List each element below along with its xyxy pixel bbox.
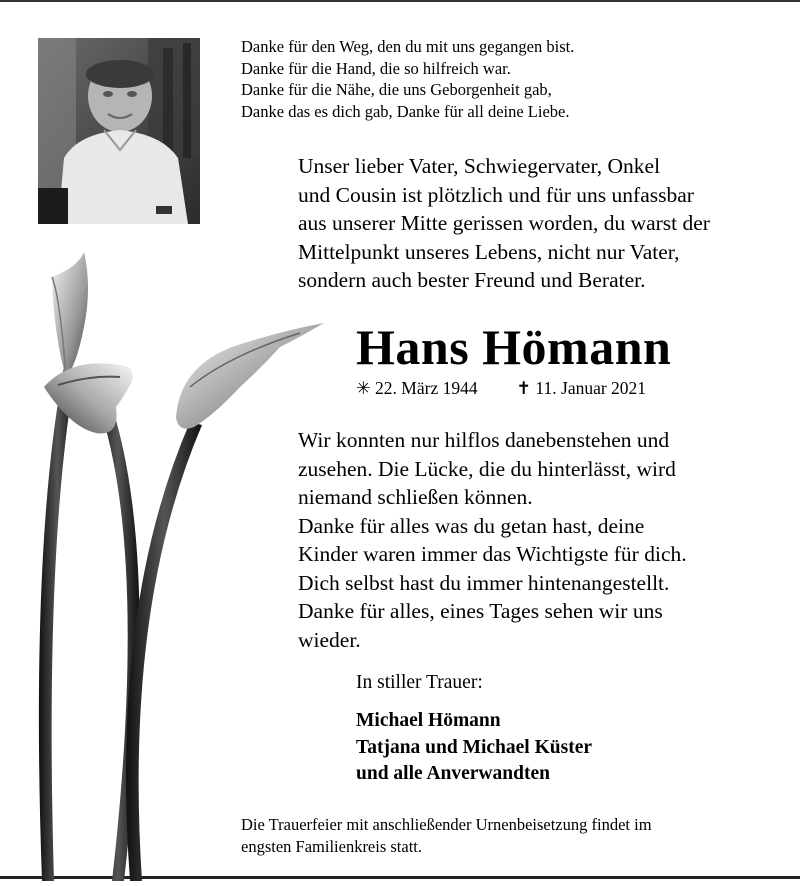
intro-line: und Cousin ist plötzlich und für uns unfassbar (298, 182, 694, 207)
body-line: zusehen. Die Lücke, die du hinterlässt, wird (298, 456, 676, 481)
mourning-label: In stiller Trauer: (356, 672, 483, 693)
intro-line: aus unserer Mitte gerissen worden, du warst der (298, 211, 710, 235)
poem-line: Danke für den Weg, den du mit uns gegangen bist. (241, 37, 575, 56)
body-line: Danke für alles, eines Tages sehen wir uns (298, 599, 663, 623)
death-cross-icon: ✝ (516, 378, 532, 398)
life-dates (356, 377, 646, 399)
body-line: Danke für alles was du getan hast, deine (298, 513, 645, 538)
poem-line: Danke das es dich gab, Danke für all deine Liebe. (241, 101, 570, 121)
signer-name: Michael Hömann (356, 710, 501, 731)
intro-line: Unser lieber Vater, Schwiegervater, Onkel (298, 154, 661, 178)
poem-line: Danke für die Nähe, die uns Geborgenheit gab, (241, 80, 552, 99)
body-line: Wir konnten nur hilflos danebenstehen und (298, 428, 670, 452)
footer-line: Die Trauerfeier mit anschließender Urnenbeisetzung findet im (241, 815, 652, 834)
portrait-photo (38, 38, 200, 224)
poem-line: Danke für die Hand, die so hilfreich war. (241, 58, 511, 78)
body-line: Dich selbst hast du immer hintenangestellt. (298, 570, 670, 595)
signer-name: und alle Anverwandten (356, 763, 550, 784)
birth-symbol-icon: ✳ (356, 378, 371, 398)
death-date: 11. Januar 2021 (535, 378, 647, 398)
body-line: wieder. (298, 627, 361, 652)
poem (241, 36, 574, 122)
signer-name: Tatjana und Michael Küster (356, 736, 593, 758)
body-line: Kinder waren immer das Wichtigste für dich. (298, 542, 687, 566)
intro-paragraph (298, 152, 710, 295)
birth-date: 22. März 1944 (375, 378, 478, 398)
body-line: niemand schließen können. (298, 485, 533, 509)
signers (356, 708, 592, 788)
intro-line: sondern auch bester Freund und Berater. (298, 268, 646, 292)
funeral-note (241, 814, 652, 858)
intro-line: Mittelpunkt unseres Lebens, nicht nur Vater, (298, 239, 680, 264)
body-paragraph (298, 426, 687, 654)
footer-line: engsten Familienkreis statt. (241, 837, 423, 856)
calla-lily-illustration (0, 247, 340, 881)
deceased-name: Hans Hömann (356, 319, 672, 375)
